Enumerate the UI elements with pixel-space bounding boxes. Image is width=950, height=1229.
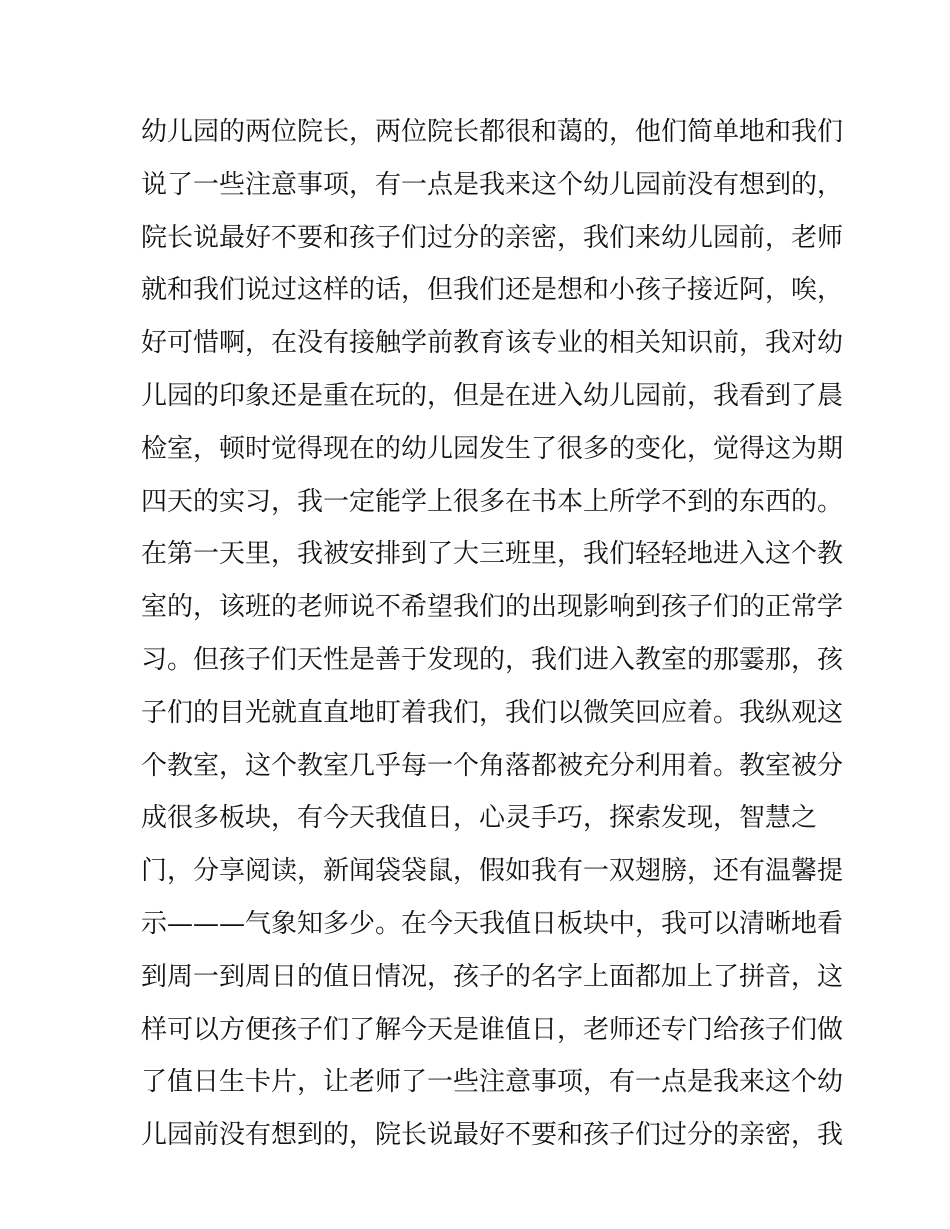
text-line-17: 到周一到周日的值日情况，孩子的名字上面都加上了拼音，这	[141, 961, 844, 992]
text-line-9: 在第一天里，我被安排到了大三班里，我们轻轻地进入这个教	[141, 539, 844, 570]
text-line-18: 样可以方便孩子们了解今天是谁值日，老师还专门给孩子们做	[141, 1014, 844, 1045]
text-line-16: 示———气象知多少。在今天我值日板块中，我可以清晰地看	[141, 908, 844, 939]
text-line-3: 院长说最好不要和孩子们过分的亲密，我们来幼儿园前，老师	[141, 222, 844, 253]
text-line-15: 门，分享阅读，新闻袋袋鼠，假如我有一双翅膀，还有温馨提	[141, 856, 844, 887]
text-line-7: 检室，顿时觉得现在的幼儿园发生了很多的变化，觉得这为期	[141, 433, 844, 464]
text-line-6: 儿园的印象还是重在玩的，但是在进入幼儿园前，我看到了晨	[141, 380, 844, 411]
text-line-13: 个教室，这个教室几乎每一个角落都被充分利用着。教室被分	[141, 750, 844, 781]
text-line-5: 好可惜啊，在没有接触学前教育该专业的相关知识前，我对幼	[141, 328, 844, 359]
text-line-8: 四天的实习，我一定能学上很多在书本上所学不到的东西的。	[141, 486, 844, 517]
text-line-4: 就和我们说过这样的话，但我们还是想和小孩子接近阿，唉，	[141, 275, 844, 306]
text-line-20: 儿园前没有想到的，院长说最好不要和孩子们过分的亲密，我	[141, 1120, 844, 1151]
text-line-10: 室的，该班的老师说不希望我们的出现影响到孩子们的正常学	[141, 592, 844, 623]
text-line-1: 幼儿园的两位院长，两位院长都很和蔼的，他们简单地和我们	[141, 117, 844, 147]
text-line-2: 说了一些注意事项，有一点是我来这个幼儿园前没有想到的，	[141, 169, 844, 200]
text-line-11: 习。但孩子们天性是善于发现的，我们进入教室的那霎那，孩	[141, 644, 844, 675]
body-text	[141, 106, 844, 1162]
text-line-19: 了值日生卡片，让老师了一些注意事项，有一点是我来这个幼	[141, 1067, 844, 1098]
text-line-14: 成很多板块，有今天我值日，心灵手巧，探索发现，智慧之	[141, 803, 818, 834]
text-line-12: 子们的目光就直直地盯着我们，我们以微笑回应着。我纵观这	[141, 697, 844, 728]
